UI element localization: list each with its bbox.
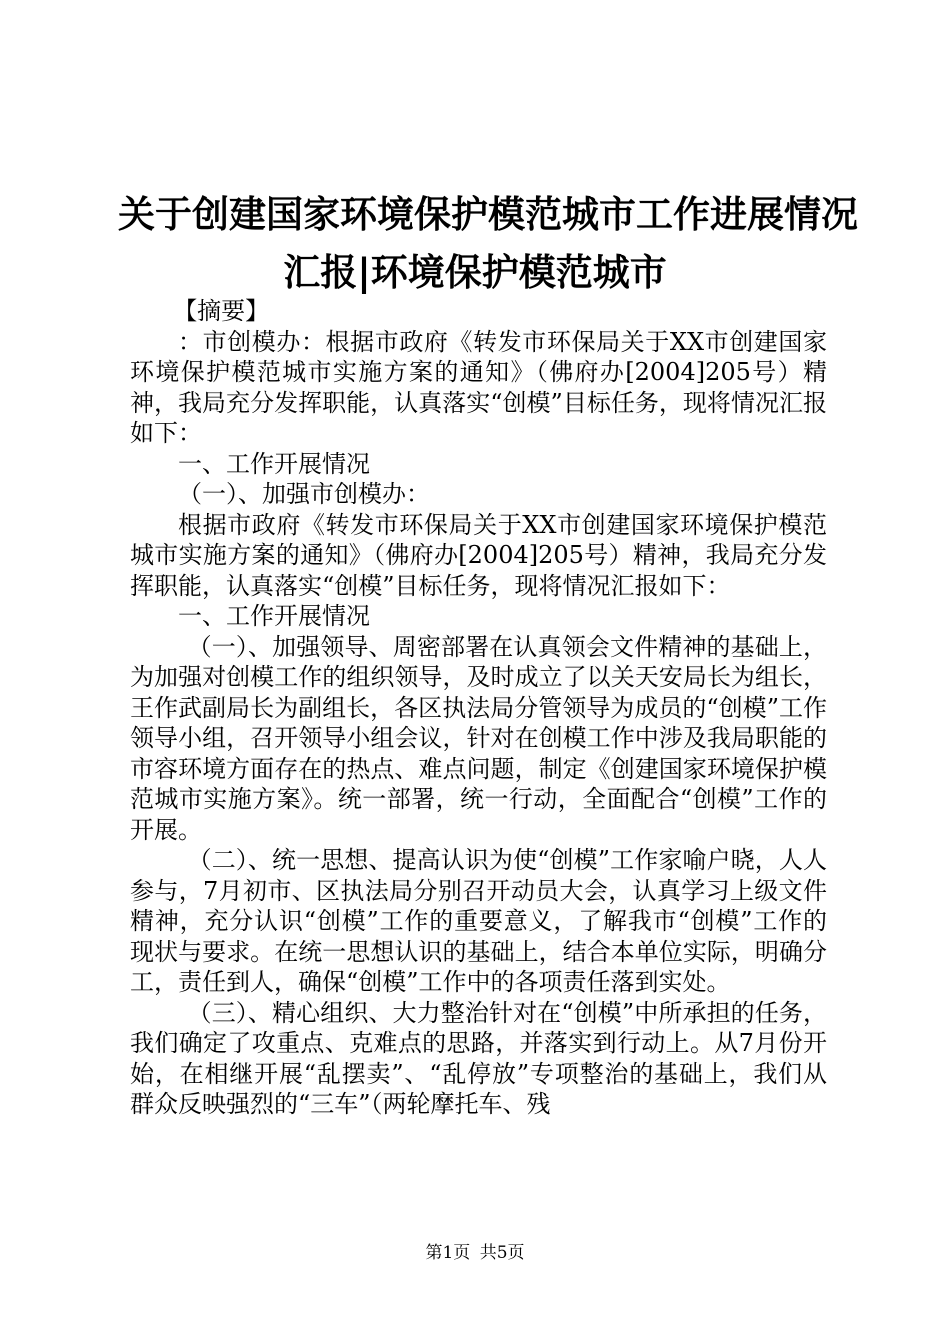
section-heading: 一、工作开展情况 bbox=[178, 449, 370, 478]
subsection-heading: （一）、加强市创模办： bbox=[178, 480, 430, 508]
document-body bbox=[130, 296, 827, 1120]
abstract-label: 【摘要】 bbox=[173, 297, 270, 325]
paragraph-intro: ：市创模办：根据市政府《转发市环保局关于XX市创建国家环境保护模范城市实施方案的通知》（佛府办[2004]205号）精神，我局充分发挥职能，认真落实“创模”目标任务，现将情况汇报如下： bbox=[130, 327, 827, 447]
page-footer bbox=[0, 1241, 950, 1265]
paragraph-item-1: （一）、加强领导、周密部署在认真领会文件精神的基础上，为加强对创模工作的组织领导，及时成立了以关天安局长为组长，王作武副局长为副组长，各区执法局分管领导为成员的“创模”工作领导小组，召开领导小组会议，针对在创模工作中涉及我局职能的市容环境方面存在的热点、难点问题，制定《创建国家环境保护模范城市实施方案》。统一部署，统一行动，全面配合“创模”工作的开展。 bbox=[130, 632, 827, 844]
section-heading: 一、工作开展情况 bbox=[178, 602, 370, 630]
title-line-2: 汇报|环境保护模范城市 bbox=[283, 251, 667, 294]
paragraph-body: 根据市政府《转发市环保局关于XX市创建国家环境保护模范城市实施方案的通知》（佛府办[2004]205号）精神，我局充分发挥职能，认真落实“创模”目标任务，现将情况汇报如下： bbox=[130, 510, 827, 600]
title-line-1: 关于创建国家环境保护模范城市工作进展情况 bbox=[118, 193, 858, 236]
page-number: 第1页 bbox=[425, 1243, 471, 1263]
paragraph-item-2: （二）、统一思想、提高认识为使“创模”工作家喻户晓，人人参与，7月初市、区执法局分别召开动员大会，认真学习上级文件精神，充分认识“创模”工作的重要意义，了解我市“创模”工作的现状与要求。在统一思想认识的基础上，结合本单位实际，明确分工，责任到人，确保“创模”工作中的各项责任落到实处。 bbox=[130, 846, 827, 996]
paragraph-item-3: （三）、精心组织、大力整治针对在“创模”中所承担的任务，我们确定了攻重点、克难点的思路，并落实到行动上。从7月份开始，在相继开展“乱摆卖”、“乱停放”专项整治的基础上，我们从群众反映强烈的“三车”（两轮摩托车、残 bbox=[130, 998, 827, 1118]
document-title bbox=[118, 186, 858, 302]
page-total: 共5页 bbox=[479, 1243, 525, 1263]
